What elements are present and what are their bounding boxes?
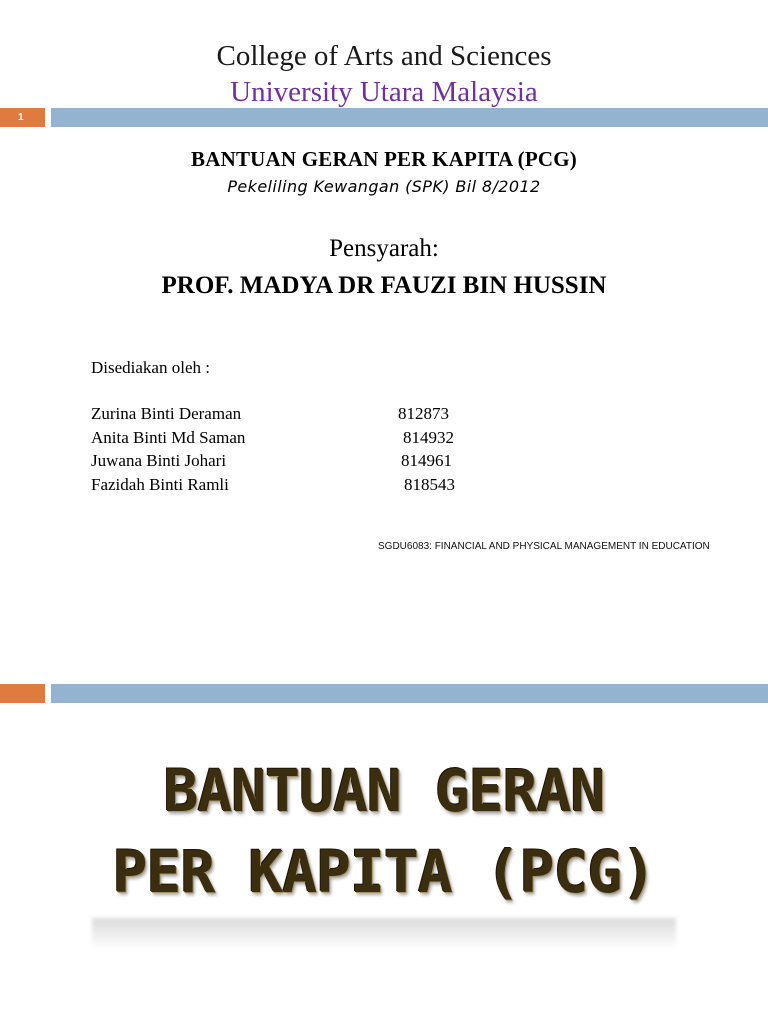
student-name: Anita Binti Md Saman <box>91 428 246 447</box>
university-name: University Utara Malaysia <box>230 76 538 108</box>
student-id: 812873 <box>398 404 449 423</box>
college-name: College of Arts and Sciences <box>216 40 552 72</box>
prepared-by-label: Disediakan oleh : <box>91 358 210 377</box>
student-id: 814961 <box>401 451 452 470</box>
student-name: Fazidah Binti Ramli <box>91 475 229 494</box>
slide-number: 1 <box>0 108 45 127</box>
slide-divider-1 <box>0 108 768 127</box>
student-id: 814932 <box>403 428 454 447</box>
slide-title-line-1: BANTUAN GERAN <box>163 757 605 825</box>
student-name: Juwana Binti Johari <box>91 451 227 470</box>
divider-bar <box>51 684 768 703</box>
student-name: Zurina Binti Deraman <box>91 404 242 423</box>
student-row <box>0 404 768 426</box>
lecturer-name: PROF. MADYA DR FAUZI BIN HUSSIN <box>161 272 607 299</box>
document-title: BANTUAN GERAN PER KAPITA (PCG) <box>191 147 577 171</box>
lecturer-label: Pensyarah: <box>329 235 439 262</box>
divider-bar <box>51 108 768 127</box>
course-code: SGDU6083: FINANCIAL AND PHYSICAL MANAGEMENT IN EDUCATION <box>378 541 710 552</box>
student-row <box>0 475 768 497</box>
slide-title-reflection-2 <box>92 918 676 950</box>
student-row <box>0 428 768 450</box>
student-row <box>0 451 768 473</box>
slide-title-line-2: PER KAPITA (PCG) <box>112 838 656 906</box>
slide-number-marker <box>0 684 45 703</box>
student-id: 818543 <box>404 475 455 494</box>
slide-divider-2 <box>0 684 768 703</box>
document-subtitle: Pekeliling Kewangan (SPK) Bil 8/2012 <box>227 177 541 196</box>
